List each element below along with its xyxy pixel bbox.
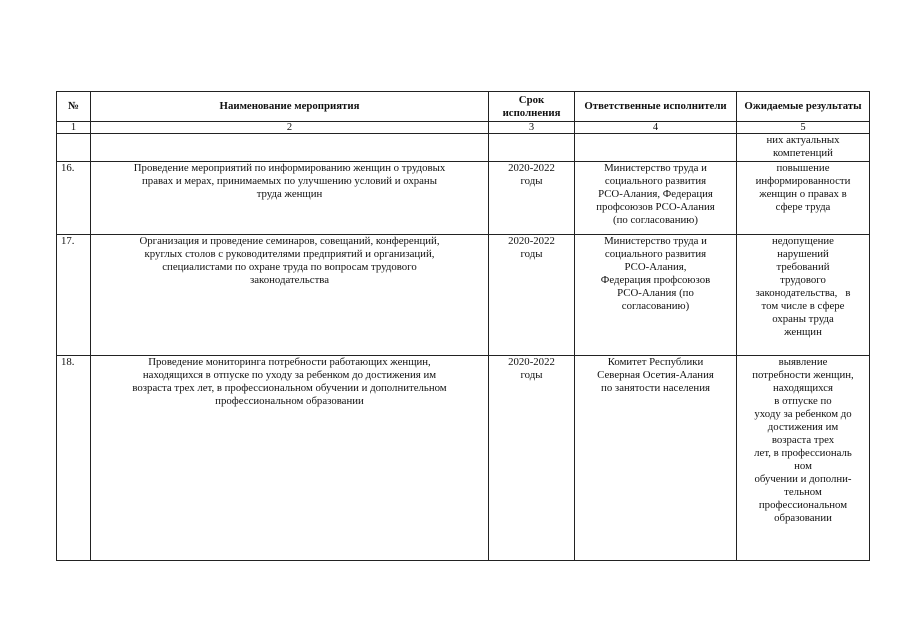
row-number: 17.	[57, 235, 91, 356]
activity-cell: Проведение мероприятий по информированию женщин о трудовых правах и мерах, принимаемых по улучшению условий и охраны труда женщин	[91, 162, 489, 235]
deadline-cell: 2020-2022 годы	[489, 235, 575, 356]
row-number: 16.	[57, 162, 91, 235]
activities-table	[56, 91, 870, 561]
header-deadline: Срок исполнения	[489, 92, 575, 122]
table-row	[57, 162, 870, 235]
row-number: 18.	[57, 356, 91, 561]
results-cell: повышение информированности женщин о правах в сфере труда	[737, 162, 870, 235]
results-cell: них актуальных компетенций	[737, 134, 870, 162]
table-row-continuation	[57, 134, 870, 162]
table-header-row	[57, 92, 870, 122]
header-activity: Наименование мероприятия	[91, 92, 489, 122]
header-executors: Ответственные исполнители	[575, 92, 737, 122]
results-cell: выявление потребности женщин, находящихся в отпуске по уходу за ребенком до достижения им возраста трех лет, в профессиональ ном обучении и дополни- тельном профессиональном образовании	[737, 356, 870, 561]
header-num: №	[57, 92, 91, 122]
column-number: 4	[575, 122, 737, 134]
column-number: 3	[489, 122, 575, 134]
results-cell: недопущение нарушений требований трудового законодательства, в том числе в сфере охраны труда женщин	[737, 235, 870, 356]
column-number: 2	[91, 122, 489, 134]
column-number: 1	[57, 122, 91, 134]
activity-cell: Организация и проведение семинаров, совещаний, конференций, круглых столов с руководителями предприятий и организаций, специалистами по охране труда по вопросам трудового законодательства	[91, 235, 489, 356]
table-row	[57, 235, 870, 356]
table-row	[57, 356, 870, 561]
column-number-row	[57, 122, 870, 134]
header-results: Ожидаемые результаты	[737, 92, 870, 122]
executors-cell: Комитет Республики Северная Осетия-Алания по занятости населения	[575, 356, 737, 561]
deadline-cell: 2020-2022 годы	[489, 162, 575, 235]
executors-cell: Министерство труда и социального развития РСО-Алания, Федерация профсоюзов РСО-Алания (по согласованию)	[575, 235, 737, 356]
executors-cell: Министерство труда и социального развития РСО-Алания, Федерация профсоюзов РСО-Алания (по согласованию)	[575, 162, 737, 235]
activity-cell: Проведение мониторинга потребности работающих женщин, находящихся в отпуске по уходу за ребенком до достижения им возраста трех лет, в профессиональном обучении и дополнительном профессиональном образовании	[91, 356, 489, 561]
deadline-cell: 2020-2022 годы	[489, 356, 575, 561]
column-number: 5	[737, 122, 870, 134]
